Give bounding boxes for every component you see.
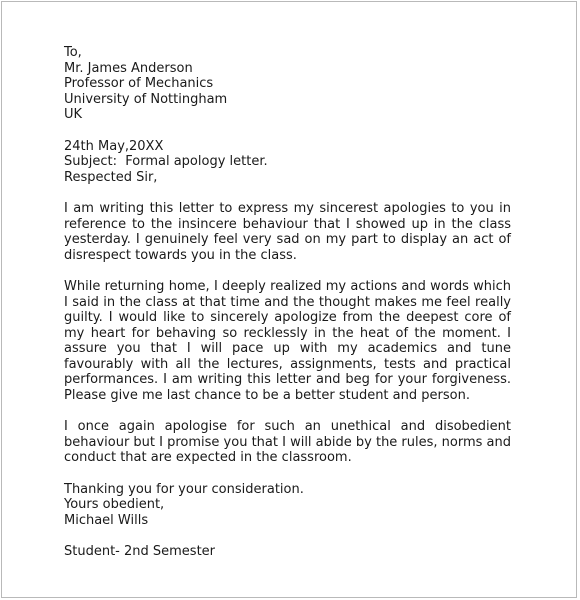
- recipient-name: Mr. James Anderson: [64, 60, 193, 76]
- body-paragraph-3: I once again apologise for such an unethical and disobedient behaviour but I promise you that I will abide by the rules, norms and conduct that are expected in the classroom.: [64, 419, 512, 465]
- letter-date: 24th May,20XX: [64, 138, 164, 154]
- letter-subject: Subject: Formal apology letter.: [64, 154, 268, 169]
- sender-title: Student- 2nd Semester: [64, 544, 216, 559]
- body-paragraph-1: I am writing this letter to express my sincerest apologies to you in reference to the insincere behaviour that I showed up in the class yesterday. I genuinely feel very sad on my part to display an act of disrespect towards you in the class.: [64, 201, 511, 263]
- letter-greeting: Respected Sir,: [64, 169, 158, 185]
- closing-sign-off: Yours obedient,: [64, 497, 165, 512]
- body-paragraph-2: While returning home, I deeply realized my actions and words which I said in the class at that time and the thought makes me feel really guilty. I would like to sincerely apologize from the deepest core of my heart for behaving so recklessly in the heat of the moment. I assure you that I will pace up with my academics and tune favourably with all the lectures, assignments, tests and practical performances. I am writing this letter and beg for your forgiveness. Please give me last chance to be a better student and person.: [64, 279, 511, 403]
- closing-thanks: Thanking you for your consideration.: [64, 481, 304, 497]
- letter-page: [1, 1, 577, 598]
- to-label: To,: [64, 45, 82, 60]
- sender-name: Michael Wills: [64, 512, 149, 528]
- letter-content: [64, 45, 511, 560]
- recipient-institution: University of Nottingham: [64, 91, 228, 107]
- letter-header: [64, 139, 511, 186]
- recipient-country: UK: [64, 107, 83, 122]
- letter-body: [64, 201, 511, 466]
- letter-closing: [64, 482, 511, 560]
- recipient-title: Professor of Mechanics: [64, 76, 214, 91]
- recipient-block: [64, 45, 511, 123]
